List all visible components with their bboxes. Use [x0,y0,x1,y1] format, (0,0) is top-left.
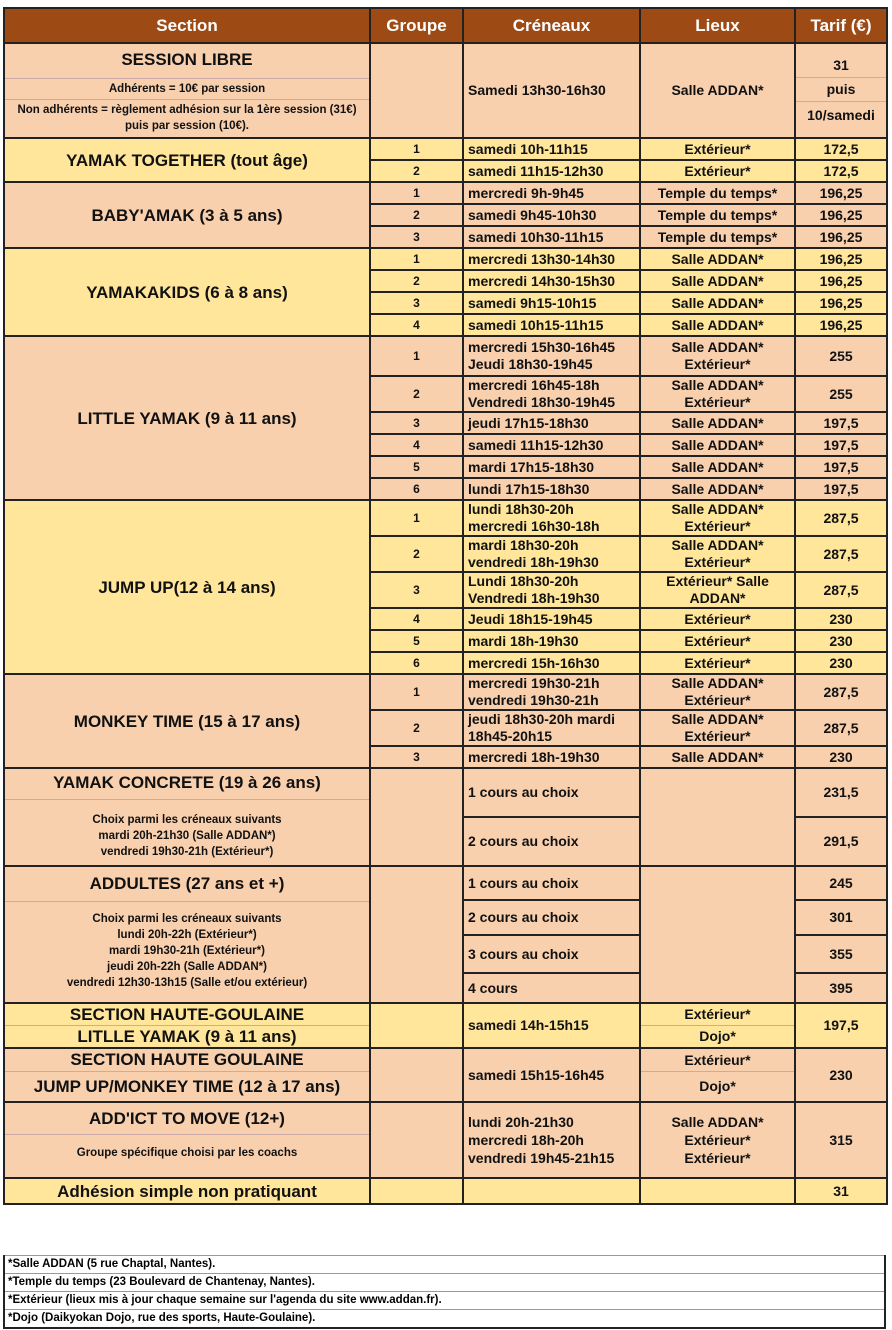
tarif-cell: 197,5 [795,478,887,500]
tarif-cell: 255 [795,336,887,376]
concrete-note: mardi 20h-21h30 (Salle ADDAN*) [98,830,276,842]
tarif-cell: 301 [795,900,887,935]
session-libre-line2: Non adhérents = règlement adhésion sur la 1ère session (31€) puis par session (10€). [5,99,369,136]
group-cell [370,866,463,1003]
adhesion-label: Adhésion simple non pratiquant [4,1178,370,1204]
creneau-cell: samedi 11h15-12h30 [463,434,640,456]
adultes-note: mardi 19h30-21h (Extérieur*) [109,945,265,957]
group-number: 1 [370,336,463,376]
tarif-cell: 291,5 [795,817,887,866]
tarif-cell: 230 [795,652,887,674]
section-name: YAMAKAKIDS (6 à 8 ans) [4,248,370,336]
tarif-cell: 196,25 [795,182,887,204]
lieu-cell: Extérieur* [640,630,795,652]
header-lieux: Lieux [640,8,795,43]
section-name: JUMP UP(12 à 14 ans) [4,500,370,674]
lieu-cell: Salle ADDAN* [640,456,795,478]
tarif-value: 10/samedi [796,101,886,128]
addict-section-cell [4,1102,370,1178]
group-cell [370,768,463,866]
hg1-subtitle: LITLLE YAMAK (9 à 11 ans) [77,1027,297,1046]
group-number: 2 [370,376,463,412]
group-cell [370,1178,463,1204]
tarif-cell: 395 [795,973,887,1003]
table-row [4,1003,887,1048]
lieu-cell [640,866,795,1003]
group-number: 6 [370,478,463,500]
group-cell [370,43,463,138]
lieu-cell: Salle ADDAN* Extérieur* [640,710,795,746]
table-row [4,674,887,710]
table-row [4,500,887,536]
concrete-note: Choix parmi les créneaux suivants [92,814,282,826]
tarif-cell: 197,5 [795,412,887,434]
tarif-cell: 230 [795,630,887,652]
group-cell [370,1048,463,1102]
creneau-cell: mercredi 13h30-14h30 [463,248,640,270]
lieu-value: Dojo* [699,1028,736,1044]
creneau-cell: lundi 18h30-20h mercredi 16h30-18h [463,500,640,536]
tarif-cell: 315 [795,1102,887,1178]
creneau-cell: Lundi 18h30-20h Vendredi 18h-19h30 [463,572,640,608]
table-row [4,768,887,817]
table-row [4,1048,887,1102]
section-name: LITTLE YAMAK (9 à 11 ans) [4,336,370,500]
lieu-value: Extérieur* [641,1004,794,1026]
group-number: 3 [370,412,463,434]
lieu-cell: Extérieur* [640,160,795,182]
group-number: 3 [370,746,463,768]
lieu-cell: Extérieur* [640,608,795,630]
lieu-cell [640,1003,795,1048]
adultes-note: jeudi 20h-22h (Salle ADDAN*) [107,961,267,973]
concrete-title: YAMAK CONCRETE (19 à 26 ans) [5,769,369,800]
tarif-cell: 287,5 [795,536,887,572]
header-tarif: Tarif (€) [795,8,887,43]
table-row [4,1178,887,1204]
creneau-line: mercredi 18h-20h [468,1132,584,1148]
hg2-section-cell [4,1048,370,1102]
addict-title: ADD'ICT TO MOVE (12+) [5,1103,369,1135]
group-number: 5 [370,456,463,478]
creneau-line: lundi 20h-21h30 [468,1114,574,1130]
lieu-cell: Salle ADDAN* [640,434,795,456]
tarif-cell: 230 [795,1048,887,1102]
lieu-cell: Temple du temps* [640,226,795,248]
creneau-line: vendredi 19h45-21h15 [468,1150,615,1166]
schedule-table [3,7,888,1205]
lieu-cell: Extérieur* Salle ADDAN* [640,572,795,608]
group-number: 6 [370,652,463,674]
creneau-cell: mercredi 15h30-16h45 Jeudi 18h30-19h45 [463,336,640,376]
group-number: 4 [370,314,463,336]
group-number: 2 [370,204,463,226]
tarif-cell: 172,5 [795,138,887,160]
creneau-cell: 4 cours [463,973,640,1003]
creneau-cell: Jeudi 18h15-19h45 [463,608,640,630]
section-name: BABY'AMAK (3 à 5 ans) [4,182,370,248]
lieu-cell: Salle ADDAN* [640,43,795,138]
creneau-cell: samedi 10h15-11h15 [463,314,640,336]
lieu-cell: Salle ADDAN* [640,478,795,500]
creneau-cell: samedi 11h15-12h30 [463,160,640,182]
concrete-note: vendredi 19h30-21h (Extérieur*) [100,846,274,858]
lieu-cell: Salle ADDAN* Extérieur* [640,500,795,536]
footnotes [3,1255,886,1329]
section-name: MONKEY TIME (15 à 17 ans) [4,674,370,768]
tarif-cell: 355 [795,935,887,973]
lieu-cell [640,1102,795,1178]
group-number: 2 [370,160,463,182]
tarif-cell: 245 [795,866,887,900]
group-number: 2 [370,536,463,572]
adultes-title: ADDULTES (27 ans et +) [5,867,369,902]
group-number: 2 [370,270,463,292]
group-number: 1 [370,248,463,270]
addict-note: Groupe spécifique choisi par les coachs [76,1147,298,1159]
lieu-cell: Extérieur* [640,138,795,160]
table-row [4,866,887,900]
concrete-section-cell [4,768,370,866]
tarif-value: 31 [833,56,849,73]
table-row [4,248,887,270]
header-creneaux: Créneaux [463,8,640,43]
table-row [4,182,887,204]
creneau-cell: mardi 17h15-18h30 [463,456,640,478]
tarif-cell: 196,25 [795,270,887,292]
creneau-cell: 2 cours au choix [463,900,640,935]
creneau-cell [463,1102,640,1178]
tarif-cell: 197,5 [795,456,887,478]
session-libre-line1: Adhérents = 10€ par session [5,78,369,99]
session-libre-title: SESSION LIBRE [121,50,253,69]
session-libre-cell [4,43,370,138]
hg2-subtitle: JUMP UP/MONKEY TIME (12 à 17 ans) [33,1077,341,1096]
adultes-note: vendredi 12h30-13h15 (Salle et/ou extérieur) [66,977,308,989]
creneau-cell: samedi 9h45-10h30 [463,204,640,226]
lieu-cell [640,1048,795,1102]
creneau-cell: mardi 18h30-20h vendredi 18h-19h30 [463,536,640,572]
creneau-cell: mercredi 16h45-18h Vendredi 18h30-19h45 [463,376,640,412]
lieu-cell: Salle ADDAN* Extérieur* [640,536,795,572]
lieu-line: Salle ADDAN* [671,1114,764,1130]
creneau-cell: mercredi 19h30-21h vendredi 19h30-21h [463,674,640,710]
tarif-cell: 196,25 [795,204,887,226]
creneau-cell: 3 cours au choix [463,935,640,973]
tarif-cell: 287,5 [795,572,887,608]
group-cell [370,1102,463,1178]
group-number: 5 [370,630,463,652]
lieu-cell: Salle ADDAN* Extérieur* [640,336,795,376]
footnote: *Dojo (Daikyokan Dojo, rue des sports, Haute-Goulaine). [5,1309,884,1327]
tarif-cell: 196,25 [795,226,887,248]
adultes-note: lundi 20h-22h (Extérieur*) [117,929,257,941]
tarif-cell: 197,5 [795,434,887,456]
lieu-value: Extérieur* [641,1049,794,1072]
tarif-cell: 287,5 [795,674,887,710]
group-cell [370,1003,463,1048]
group-number: 4 [370,434,463,456]
lieu-cell: Salle ADDAN* Extérieur* [640,674,795,710]
creneau-cell: 2 cours au choix [463,817,640,866]
tarif-cell: 31 [795,1178,887,1204]
tarif-cell: 197,5 [795,1003,887,1048]
group-number: 3 [370,226,463,248]
creneau-cell: samedi 10h30-11h15 [463,226,640,248]
creneau-cell: samedi 10h-11h15 [463,138,640,160]
tarif-cell: 230 [795,746,887,768]
table-row [4,138,887,160]
tarif-cell: 231,5 [795,768,887,817]
header-row [4,8,887,43]
group-number: 1 [370,500,463,536]
header-groupe: Groupe [370,8,463,43]
creneau-cell: mercredi 14h30-15h30 [463,270,640,292]
table-row [4,43,887,138]
group-number: 1 [370,182,463,204]
adultes-section-cell [4,866,370,1003]
creneau-cell: lundi 17h15-18h30 [463,478,640,500]
adultes-note: Choix parmi les créneaux suivants [92,913,282,925]
lieu-cell [640,768,795,866]
creneau-cell: mercredi 9h-9h45 [463,182,640,204]
tarif-cell: 287,5 [795,500,887,536]
table-row [4,1102,887,1178]
creneau-cell: jeudi 17h15-18h30 [463,412,640,434]
tarif-cell: 172,5 [795,160,887,182]
creneau-cell: samedi 15h15-16h45 [463,1048,640,1102]
creneau-cell: mercredi 15h-16h30 [463,652,640,674]
footnote: *Salle ADDAN (5 rue Chaptal, Nantes). [5,1255,884,1273]
group-number: 4 [370,608,463,630]
creneau-cell: samedi 14h-15h15 [463,1003,640,1048]
lieu-cell: Temple du temps* [640,182,795,204]
tarif-cell [795,43,887,138]
lieu-value: Dojo* [699,1078,736,1094]
group-number: 1 [370,674,463,710]
tarif-value: puis [796,77,886,101]
tarif-cell: 230 [795,608,887,630]
hg1-title: SECTION HAUTE-GOULAINE [5,1004,369,1026]
section-name: YAMAK TOGETHER (tout âge) [4,138,370,182]
lieu-line: Extérieur* [684,1150,751,1166]
tarif-cell: 287,5 [795,710,887,746]
group-number: 3 [370,572,463,608]
creneau-cell: 1 cours au choix [463,768,640,817]
lieu-cell: Temple du temps* [640,204,795,226]
creneau-cell: mercredi 18h-19h30 [463,746,640,768]
creneau-cell: samedi 9h15-10h15 [463,292,640,314]
creneau-cell [463,1178,640,1204]
lieu-cell: Extérieur* [640,652,795,674]
lieu-cell: Salle ADDAN* [640,746,795,768]
lieu-cell: Salle ADDAN* [640,248,795,270]
hg2-title: SECTION HAUTE GOULAINE [5,1049,369,1072]
lieu-cell: Salle ADDAN* [640,412,795,434]
creneau-cell: mardi 18h-19h30 [463,630,640,652]
group-number: 1 [370,138,463,160]
lieu-cell: Salle ADDAN* Extérieur* [640,376,795,412]
tarif-cell: 196,25 [795,292,887,314]
group-number: 3 [370,292,463,314]
tarif-cell: 255 [795,376,887,412]
footnote: *Extérieur (lieux mis à jour chaque semaine sur l'agenda du site www.addan.fr). [5,1291,884,1309]
lieu-cell: Salle ADDAN* [640,314,795,336]
creneau-cell: jeudi 18h30-20h mardi 18h45-20h15 [463,710,640,746]
footnote: *Temple du temps (23 Boulevard de Chantenay, Nantes). [5,1273,884,1291]
creneau-cell: 1 cours au choix [463,866,640,900]
lieu-cell: Salle ADDAN* [640,270,795,292]
header-section: Section [4,8,370,43]
hg1-section-cell [4,1003,370,1048]
table-row [4,336,887,376]
lieu-cell [640,1178,795,1204]
creneau-cell: Samedi 13h30-16h30 [463,43,640,138]
tarif-cell: 196,25 [795,248,887,270]
lieu-cell: Salle ADDAN* [640,292,795,314]
group-number: 2 [370,710,463,746]
tarif-cell: 196,25 [795,314,887,336]
lieu-line: Extérieur* [684,1132,751,1148]
